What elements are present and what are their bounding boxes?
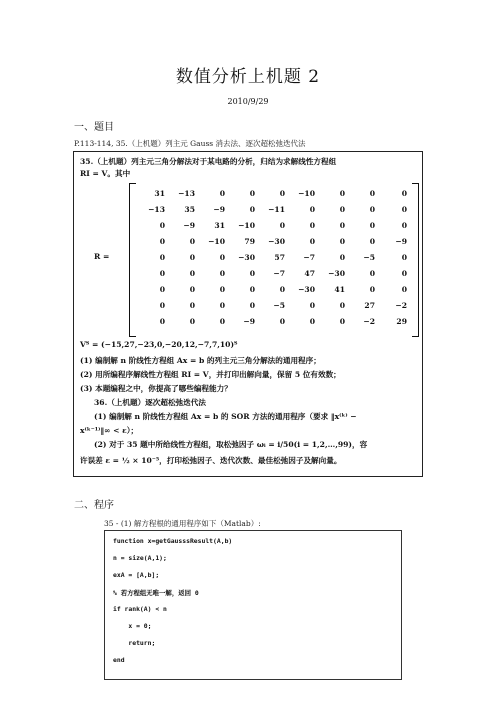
matrix-cell: 0 <box>339 237 345 246</box>
matrix-cell: 0 <box>249 269 255 278</box>
matrix-cell: 0 <box>401 205 407 214</box>
matrix-cell: 0 <box>309 205 315 214</box>
problem35-q3: (3) 本题编程之中，你提高了哪些编程能力？ <box>80 384 232 393</box>
matrix-cell: 0 <box>279 285 285 294</box>
matrix-cell: 0 <box>279 189 285 198</box>
matrix-cell: 0 <box>369 237 375 246</box>
matrix-cell: 0 <box>401 285 407 294</box>
section-heading-problems: 一、题目 <box>74 122 114 133</box>
matrix-cell: 0 <box>369 189 375 198</box>
matrix-cell: 0 <box>219 301 225 310</box>
section-heading-program: 二、程序 <box>74 500 114 511</box>
matrix-cell: 0 <box>189 253 195 262</box>
vector-v: Vᵀ = (−15,27,−23,0,−20,12,−7,7,10)ᵀ <box>80 340 238 349</box>
matrix-cell: 0 <box>249 189 255 198</box>
code-line: return; <box>113 639 156 647</box>
matrix-cell: −9 <box>395 237 407 246</box>
matrix-cell: −30 <box>328 269 345 278</box>
matrix-row <box>129 189 417 201</box>
matrix-row <box>129 301 417 313</box>
matrix-cell: −10 <box>298 189 315 198</box>
problem-reference: P.113-114, 35.（上机题）列主元 Gauss 消去法、逐次超松弛迭代法 <box>74 139 306 148</box>
matrix-cell: 0 <box>401 253 407 262</box>
matrix-cell: −7 <box>303 253 315 262</box>
scanned-problem-box <box>73 151 423 477</box>
matrix-cell: 0 <box>339 189 345 198</box>
matrix-row <box>129 285 417 297</box>
matrix-cell: 0 <box>189 301 195 310</box>
matrix-cell: 0 <box>159 221 165 230</box>
matrix-cell: 0 <box>189 317 195 326</box>
matrix-cell: 35 <box>184 205 195 214</box>
code-line: x = 0; <box>113 622 152 630</box>
matrix-cell: −5 <box>273 301 285 310</box>
matrix-cell: −13 <box>148 205 165 214</box>
matrix-cell: −30 <box>268 237 285 246</box>
problem36-q1b: x⁽ᵏ⁻¹⁾‖∞ < ε）； <box>80 426 139 435</box>
matrix-cell: 0 <box>401 189 407 198</box>
problem35-q1: (1) 编制解 n 阶线性方程组 Ax = b 的列主元三角分解法的通用程序； <box>80 356 321 365</box>
matrix-cell: 0 <box>249 205 255 214</box>
matrix-row <box>129 237 417 249</box>
code-line: % 若方程组无唯一解，返回 0 <box>113 589 199 597</box>
matrix-cell: 27 <box>364 301 375 310</box>
matrix-cell: 0 <box>159 237 165 246</box>
matrix-cell: 0 <box>219 269 225 278</box>
matrix-cell: 0 <box>159 269 165 278</box>
matrix-cell: 47 <box>304 269 315 278</box>
code-line: exA = [A,b]; <box>113 571 160 579</box>
matrix-cell: 0 <box>219 317 225 326</box>
matrix-cell: 0 <box>189 285 195 294</box>
matrix-cell: 0 <box>159 301 165 310</box>
matrix-cell: 0 <box>369 269 375 278</box>
matrix-cell: 0 <box>159 253 165 262</box>
problem36-heading: 36.（上机题）逐次超松弛迭代法 <box>94 398 206 407</box>
program-intro: 35 - (1) 解方程根的通用程序如下（Matlab）: <box>104 519 261 528</box>
matrix-row <box>129 317 417 329</box>
matrix-cell: −30 <box>298 285 315 294</box>
matrix-cell: 57 <box>274 253 285 262</box>
matrix-cell: 0 <box>339 253 345 262</box>
matrix-cell: 0 <box>189 237 195 246</box>
matrix-R <box>129 183 417 335</box>
matrix-cell: 29 <box>396 317 407 326</box>
matrix-cell: 0 <box>309 317 315 326</box>
matrix-cell: 0 <box>369 285 375 294</box>
matrix-cell: −2 <box>363 317 375 326</box>
matrix-cell: −10 <box>238 221 255 230</box>
problem36-q2b: 许误差 ε = ½ × 10⁻⁵，打印松弛因子、迭代次数、最佳松弛因子及解向量。 <box>80 456 342 465</box>
matrix-cell: 0 <box>159 285 165 294</box>
problem35-q2: (2) 用所编程序解线性方程组 RI = V，并打印出解向量，保留 5 位有效数； <box>80 370 341 379</box>
matrix-cell: 31 <box>214 221 225 230</box>
matrix-row <box>129 253 417 265</box>
problem36-q2a: (2) 对于 35 题中所给线性方程组，取松弛因子 ωᵢ = i/50(i = 1,2,…,99)，容 <box>94 440 368 449</box>
matrix-label: R = <box>94 252 110 261</box>
matrix-row <box>129 269 417 281</box>
matrix-cell: −10 <box>208 237 225 246</box>
problem35-line1: 35.（上机题）列主元三角分解法对于某电路的分析，归结为求解线性方程组 <box>80 157 337 166</box>
matrix-cell: −9 <box>213 205 225 214</box>
matrix-cell: 0 <box>279 317 285 326</box>
matrix-cell: 0 <box>339 301 345 310</box>
code-line: if rank(A) < n <box>113 605 167 613</box>
matrix-cell: 0 <box>401 269 407 278</box>
matrix-cell: 0 <box>279 221 285 230</box>
matrix-cell: −5 <box>363 253 375 262</box>
matrix-cell: 0 <box>309 237 315 246</box>
matrix-cell: 79 <box>244 237 255 246</box>
code-line: n = size(A,1); <box>113 554 167 562</box>
matrix-cell: −11 <box>268 205 285 214</box>
matrix-cell: 41 <box>334 285 345 294</box>
matrix-cell: −9 <box>183 221 195 230</box>
matrix-cell: 0 <box>339 205 345 214</box>
page-title: 数值分析上机题 2 <box>175 67 321 87</box>
matrix-cell: −30 <box>238 253 255 262</box>
matrix-cell: 0 <box>219 189 225 198</box>
matrix-cell: 0 <box>369 221 375 230</box>
code-line: end <box>113 656 125 664</box>
matrix-cell: 0 <box>159 317 165 326</box>
matrix-cell: 31 <box>154 189 165 198</box>
matrix-cell: 0 <box>189 269 195 278</box>
matrix-cell: −9 <box>243 317 255 326</box>
matrix-cell: −13 <box>178 189 195 198</box>
matrix-cell: 0 <box>401 221 407 230</box>
matrix-cell: 0 <box>219 253 225 262</box>
matrix-row <box>129 221 417 233</box>
matrix-cell: 0 <box>339 221 345 230</box>
matrix-cell: 0 <box>219 285 225 294</box>
matrix-cell: 0 <box>249 285 255 294</box>
code-block <box>104 530 402 680</box>
problem36-q1a: (1) 编制解 n 阶线性方程组 Ax = b 的 SOR 方法的通用程序（要求 ‖x⁽ᵏ⁾ − <box>94 412 357 421</box>
problem35-line2: RI = V。其中 <box>80 169 131 178</box>
matrix-cell: 0 <box>309 221 315 230</box>
matrix-cell: 0 <box>339 317 345 326</box>
matrix-cell: 0 <box>369 205 375 214</box>
date: 2010/9/29 <box>227 97 269 106</box>
matrix-cell: −7 <box>273 269 285 278</box>
matrix-cell: 0 <box>249 301 255 310</box>
code-line: function x=getGausssResult(A,b) <box>113 537 233 545</box>
matrix-row <box>129 205 417 217</box>
matrix-cell: −2 <box>395 301 407 310</box>
matrix-cell: 0 <box>309 301 315 310</box>
